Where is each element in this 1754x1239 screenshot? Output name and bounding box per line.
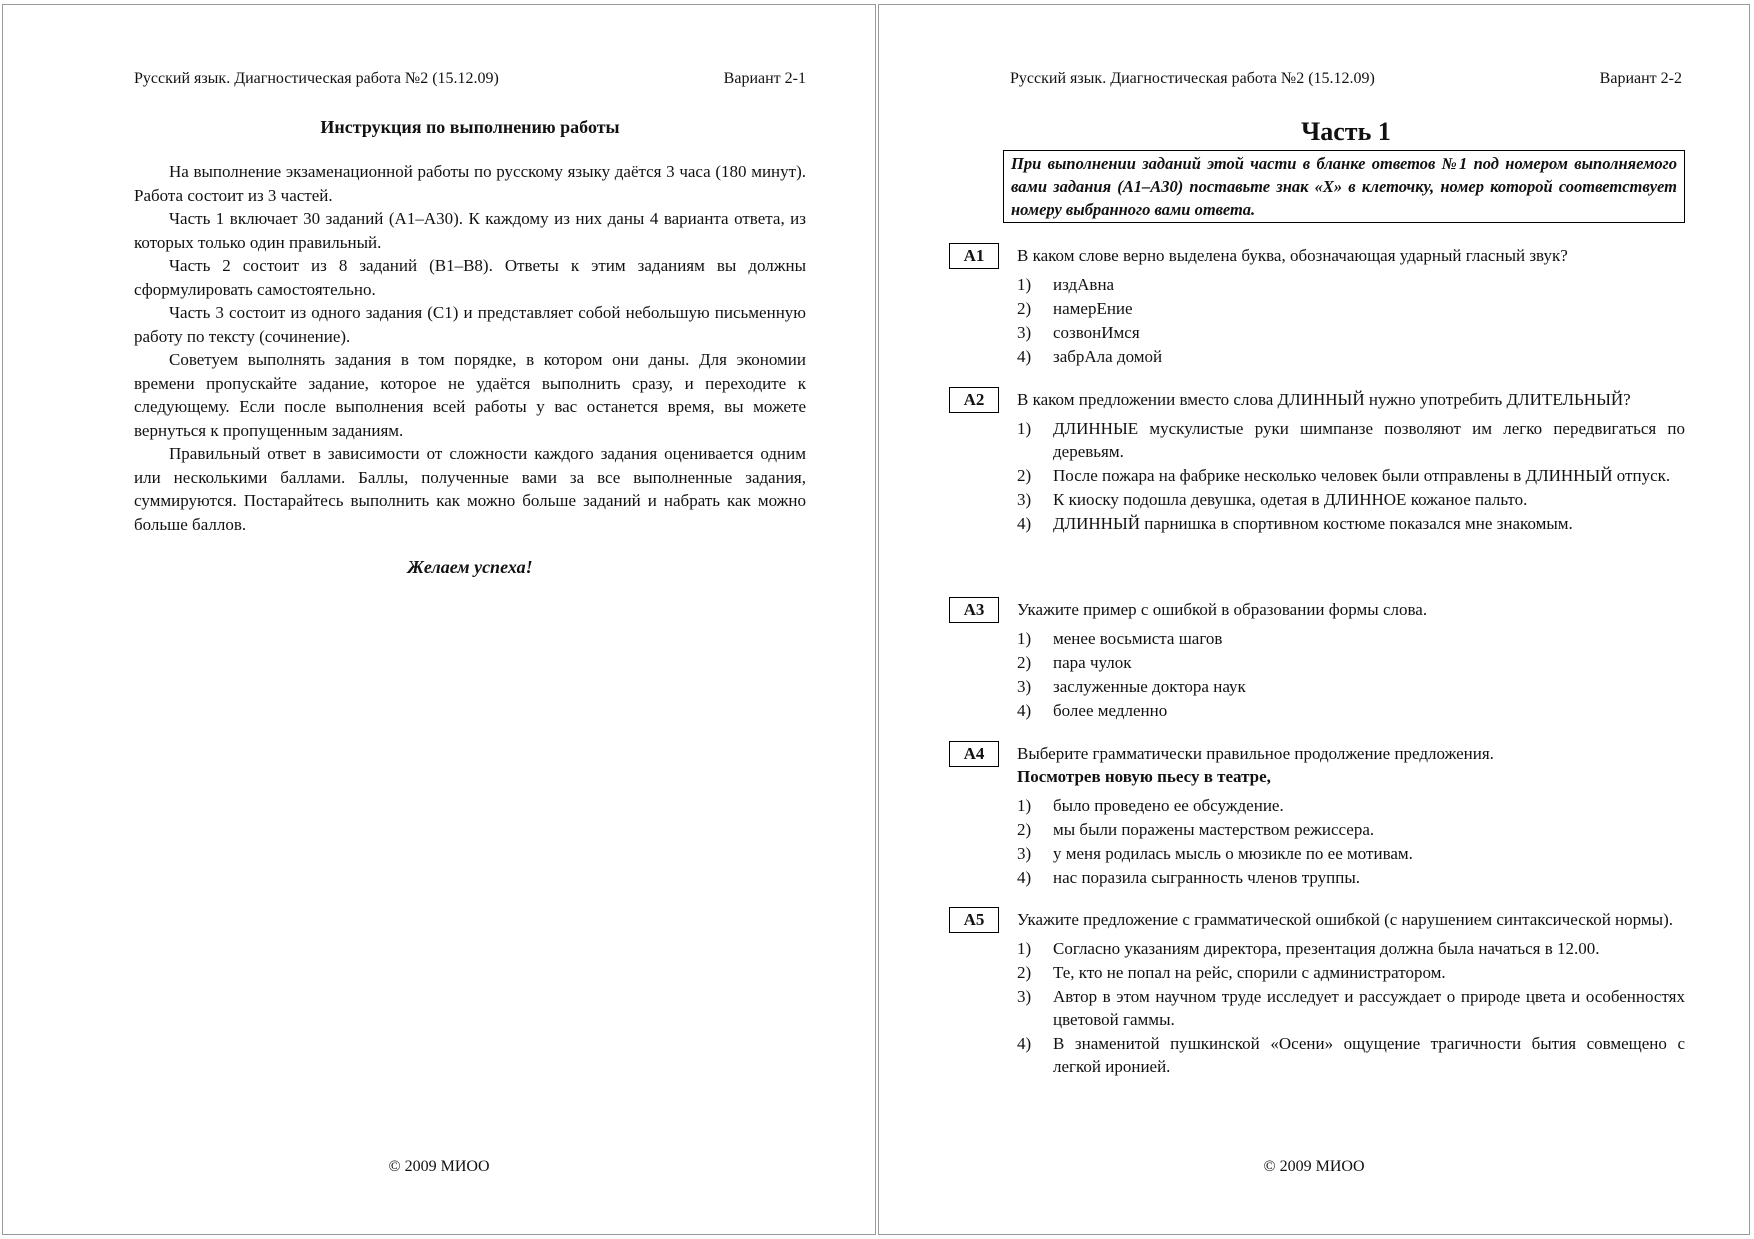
- answer-option: [1017, 1032, 1685, 1078]
- option-text: нас поразила сыгранность членов труппы.: [1053, 868, 1360, 887]
- option-number: 2): [1017, 653, 1032, 672]
- option-number: 2): [1017, 299, 1032, 318]
- instruction-paragraph: Часть 1 включает 30 заданий (А1–А30). К каждому из них даны 4 варианта ответа, из которых только один правильный.: [134, 209, 806, 252]
- instruction-paragraph: На выполнение экзаменационной работы по русскому языку даётся 3 часа (180 минут). Работа состоит из 3 частей.: [134, 162, 806, 205]
- answer-option: [1017, 842, 1685, 865]
- answer-option: [1017, 818, 1685, 841]
- option-number: 3): [1017, 323, 1032, 342]
- answer-options: [1017, 273, 1685, 368]
- option-number: 1): [1017, 939, 1032, 958]
- task-number: А3: [949, 597, 999, 623]
- option-text: К киоску подошла девушка, одетая в ДЛИННОЕ кожаное пальто.: [1053, 490, 1528, 509]
- option-text: Согласно указаниям директора, презентация должна была начаться в 12.00.: [1053, 939, 1600, 958]
- option-text: ДЛИННЫЙ парнишка в спортивном костюме показался мне знакомым.: [1053, 514, 1573, 533]
- task-a4: [949, 741, 1685, 890]
- task-question: Укажите предложение с грамматической ошибкой (с нарушением синтаксической нормы).: [1017, 910, 1673, 929]
- page-right: [878, 4, 1750, 1235]
- task-number: А1: [949, 243, 999, 269]
- task-a3: [949, 597, 1685, 723]
- page-left: [2, 4, 876, 1235]
- option-number: 4): [1017, 514, 1032, 533]
- answer-option: [1017, 488, 1685, 511]
- answer-option: [1017, 985, 1685, 1031]
- option-text: забрАла домой: [1053, 347, 1163, 366]
- option-text: созвонИмся: [1053, 323, 1140, 342]
- answer-option: [1017, 627, 1685, 650]
- option-number: 2): [1017, 820, 1032, 839]
- instruction-title: Инструкция по выполнению работы: [320, 117, 620, 137]
- instruction-paragraph: Часть 2 состоит из 8 заданий (В1–В8). Ответы к этим заданиям вы должны сформулировать самостоятельно.: [134, 256, 806, 299]
- option-text: Те, кто не попал на рейс, спорили с администратором.: [1053, 963, 1446, 982]
- instruction-paragraph: Часть 3 состоит из одного задания (С1) и представляет собой небольшую письменную работу по тексту (сочинение).: [134, 303, 806, 346]
- option-number: 3): [1017, 677, 1032, 696]
- answer-option: [1017, 651, 1685, 674]
- answer-option: [1017, 297, 1685, 320]
- option-number: 2): [1017, 963, 1032, 982]
- answer-options: [1017, 417, 1685, 535]
- answer-option: [1017, 464, 1685, 487]
- task-question: В каком предложении вместо слова ДЛИННЫЙ нужно употребить ДЛИТЕЛЬНЫЙ?: [1017, 390, 1631, 409]
- option-number: 4): [1017, 1034, 1032, 1053]
- page-footer: © 2009 МИОО: [388, 1158, 490, 1175]
- answer-option: [1017, 675, 1685, 698]
- answer-option: [1017, 937, 1685, 960]
- task-a1: [949, 243, 1685, 369]
- option-text: Автор в этом научном труде исследует и рассуждает о природе цвета и особенностях цветовой гаммы.: [1053, 987, 1685, 1029]
- option-text: После пожара на фабрике несколько человек были отправлены в ДЛИННЫЙ отпуск.: [1053, 466, 1671, 485]
- answer-option: [1017, 866, 1685, 889]
- task-number: А5: [949, 907, 999, 933]
- task-sentence-start: Посмотрев новую пьесу в театре,: [1017, 767, 1271, 786]
- task-question: Укажите пример с ошибкой в образовании формы слова.: [1017, 600, 1428, 619]
- task-question: В каком слове верно выделена буква, обозначающая ударный гласный звук?: [1017, 246, 1568, 265]
- task-question: [1017, 741, 1685, 788]
- task-question-text: Выберите грамматически правильное продолжение предложения.: [1017, 744, 1494, 763]
- part-title: Часть 1: [1301, 117, 1391, 146]
- page-footer: © 2009 МИОО: [1263, 1158, 1365, 1175]
- task-a5: [949, 907, 1685, 1079]
- option-number: 4): [1017, 347, 1032, 366]
- option-text: более медленно: [1053, 701, 1168, 720]
- option-number: 1): [1017, 629, 1032, 648]
- task-a2: [949, 387, 1685, 536]
- task-number: А2: [949, 387, 999, 413]
- option-text: у меня родилась мысль о мюзикле по ее мотивам.: [1053, 844, 1413, 863]
- header-title: Русский язык. Диагностическая работа №2 (15.12.09): [134, 70, 499, 87]
- option-number: 1): [1017, 796, 1032, 815]
- answer-options: [1017, 627, 1685, 722]
- answer-option: [1017, 961, 1685, 984]
- option-number: 3): [1017, 844, 1032, 863]
- answer-option: [1017, 794, 1685, 817]
- answer-option: [1017, 321, 1685, 344]
- option-text: В знаменитой пушкинской «Осени» ощущение трагичности бытия совмещено с легкой иронией.: [1053, 1034, 1685, 1076]
- option-text: менее восьмиста шагов: [1053, 629, 1223, 648]
- option-number: 3): [1017, 987, 1032, 1006]
- header-variant: Вариант 2-2: [1599, 70, 1682, 87]
- option-text: намерЕние: [1053, 299, 1133, 318]
- option-text: заслуженные доктора наук: [1053, 677, 1246, 696]
- option-number: 1): [1017, 419, 1032, 438]
- part-instruction-box: При выполнении заданий этой части в бланке ответов №1 под номером выполняемого вами задания (А1–А30) поставьте знак «X» в клеточку, номер которой соответствует номеру выбранного вами ответа.: [1003, 150, 1685, 223]
- answer-option: [1017, 512, 1685, 535]
- option-text: было проведено ее обсуждение.: [1053, 796, 1284, 815]
- answer-options: [1017, 937, 1685, 1078]
- option-text: пара чулок: [1053, 653, 1132, 672]
- answer-option: [1017, 345, 1685, 368]
- instruction-paragraph: Правильный ответ в зависимости от сложности каждого задания оценивается одним или несколькими баллами. Баллы, полученные вами за все выполненные задания, суммируются. Постарайтесь выполнить как можно больше заданий и набрать как можно больше баллов.: [134, 444, 806, 534]
- answer-options: [1017, 794, 1685, 889]
- header-title: Русский язык. Диагностическая работа №2 (15.12.09): [1010, 70, 1375, 87]
- option-number: 2): [1017, 466, 1032, 485]
- option-text: мы были поражены мастерством режиссера.: [1053, 820, 1375, 839]
- header-variant: Вариант 2-1: [723, 70, 806, 87]
- option-number: 4): [1017, 701, 1032, 720]
- option-number: 3): [1017, 490, 1032, 509]
- answer-option: [1017, 273, 1685, 296]
- task-number: А4: [949, 741, 999, 767]
- answer-option: [1017, 417, 1685, 463]
- instruction-body: [134, 160, 806, 536]
- option-number: 4): [1017, 868, 1032, 887]
- option-text: ДЛИННЫЕ мускулистые руки шимпанзе позволяют им легко передвигаться по деревьям.: [1053, 419, 1685, 461]
- instruction-paragraph: Советуем выполнять задания в том порядке, в котором они даны. Для экономии времени пропускайте задание, которое не удаётся выполнить сразу, и переходите к следующему. Если после выполнения всей работы у вас останется время, вы можете вернуться к пропущенным заданиям.: [134, 350, 806, 440]
- option-number: 1): [1017, 275, 1032, 294]
- answer-option: [1017, 699, 1685, 722]
- good-luck-text: Желаем успеха!: [407, 557, 533, 577]
- option-text: издАвна: [1053, 275, 1115, 294]
